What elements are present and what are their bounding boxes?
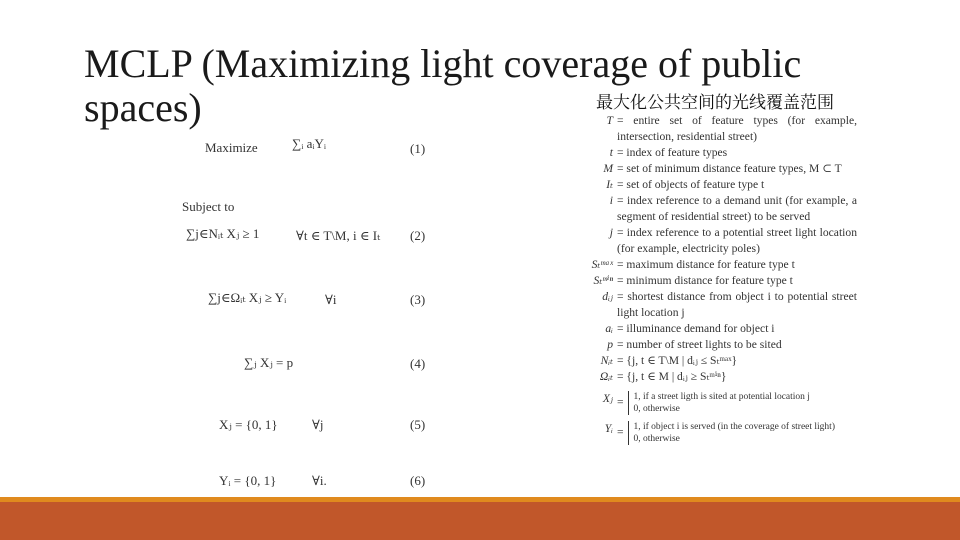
definition-row	[577, 353, 857, 369]
equation-number-1: (1)	[410, 141, 426, 156]
case-2: 0, otherwise	[633, 404, 680, 414]
definition-symbol: t	[609, 146, 613, 159]
definition-row	[577, 289, 857, 321]
objective-expression: ∑ᵢ aᵢYᵢ	[292, 136, 327, 151]
definition-row	[577, 273, 857, 289]
definition-symbol: i	[609, 194, 613, 207]
constraint-3-expression: ∑j∈Ωᵢₜ Xⱼ ≥ Yᵢ	[208, 290, 287, 305]
definition-text: = illuminance demand for object i	[617, 322, 775, 335]
definition-text: = entire set of feature types (for example, intersection, residential street)	[617, 114, 857, 143]
definition-row	[577, 193, 857, 225]
chinese-subtitle: 最大化公共空间的光线覆盖范围	[596, 93, 834, 113]
equation-number-3: (3)	[410, 292, 426, 307]
definition-text: = index reference to a demand unit (for example, a segment of residential street) to be served	[617, 194, 857, 223]
definition-symbol: dᵢⱼ	[602, 290, 613, 303]
definition-symbol: j	[609, 226, 613, 239]
equation-number-4: (4)	[410, 356, 426, 371]
definition-text: = set of objects of feature type t	[617, 178, 765, 191]
cases-brace	[628, 391, 810, 415]
definition-text: = index of feature types	[617, 146, 728, 159]
definition-symbol: p	[607, 338, 613, 351]
equation-number-5: (5)	[410, 417, 426, 432]
definition-row	[577, 177, 857, 193]
equation-number-2: (2)	[410, 228, 426, 243]
definition-row	[577, 113, 857, 145]
definition-text: = maximum distance for feature type t	[617, 258, 795, 271]
definition-text: = {j, t ∈ M | dᵢⱼ ≥ Sₜᵐⁱⁿ}	[617, 370, 727, 383]
definition-symbol: aᵢ	[605, 322, 613, 335]
x-definition-row	[577, 391, 857, 415]
equation-number-6: (6)	[410, 473, 426, 488]
definition-text: = number of street lights to be sited	[617, 338, 782, 351]
definition-row	[577, 321, 857, 337]
definition-row	[577, 337, 857, 353]
definition-text: = {j, t ∈ T\M | dᵢⱼ ≤ Sₜᵐᵃˣ}	[617, 354, 738, 367]
definition-row	[577, 257, 857, 273]
constraint-2-expression: ∑j∈Nᵢₜ Xⱼ ≥ 1	[186, 226, 260, 241]
definition-symbol: T	[606, 114, 613, 127]
definition-symbol: Nᵢₜ	[600, 354, 613, 367]
definition-row	[577, 225, 857, 257]
definition-symbol: Yᵢ	[604, 422, 613, 435]
definition-symbol: Sₜᵐᵃˣ	[591, 258, 613, 271]
definitions-list	[577, 113, 857, 445]
case-1: 1, if object i is served (in the coverage of street light)	[633, 422, 835, 432]
definition-text: = shortest distance from object i to potential street light location j	[617, 290, 857, 319]
cases-brace	[628, 421, 835, 445]
definition-symbol: Iₜ	[606, 178, 613, 191]
constraint-5-condition: ∀j	[312, 417, 324, 432]
constraint-6-expression: Yᵢ = {0, 1}	[219, 473, 277, 488]
constraint-4-expression: ∑ⱼ Xⱼ = p	[244, 355, 294, 370]
definition-symbol: Ωᵢₜ	[599, 370, 613, 383]
definition-symbol: Sₜᵐⁱⁿ	[593, 274, 613, 287]
constraint-6-condition: ∀i.	[312, 473, 327, 488]
footer-bar	[0, 502, 960, 540]
definition-row	[577, 161, 857, 177]
slide-title: MCLP (Maximizing light coverage of public spaces)	[84, 41, 802, 130]
definition-row	[577, 369, 857, 385]
case-2: 0, otherwise	[633, 434, 680, 444]
definition-symbol: Xⱼ	[602, 392, 613, 405]
constraint-2-condition: ∀t ∈ T\M, i ∈ Iₜ	[296, 228, 381, 243]
y-definition-row	[577, 421, 857, 445]
definition-text: = set of minimum distance feature types, M ⊂ T	[617, 162, 842, 175]
definition-row	[577, 145, 857, 161]
definition-symbol: M	[603, 162, 613, 175]
maximize-label: Maximize	[205, 140, 258, 155]
definition-cases: = 1, if object i is served (in the coverage of street light) 0, otherwise	[617, 422, 835, 444]
constraint-5-expression: Xⱼ = {0, 1}	[219, 417, 278, 432]
subject-to-label: Subject to	[182, 199, 235, 214]
definition-text: = minimum distance for feature type t	[617, 274, 793, 287]
case-1: 1, if a street ligth is sited at potential location j	[633, 392, 810, 402]
constraint-3-condition: ∀i	[325, 292, 337, 307]
definition-text: = index reference to a potential street light location (for example, electricity poles)	[617, 226, 857, 255]
definition-cases: = 1, if a street ligth is sited at potential location j 0, otherwise	[617, 392, 810, 414]
